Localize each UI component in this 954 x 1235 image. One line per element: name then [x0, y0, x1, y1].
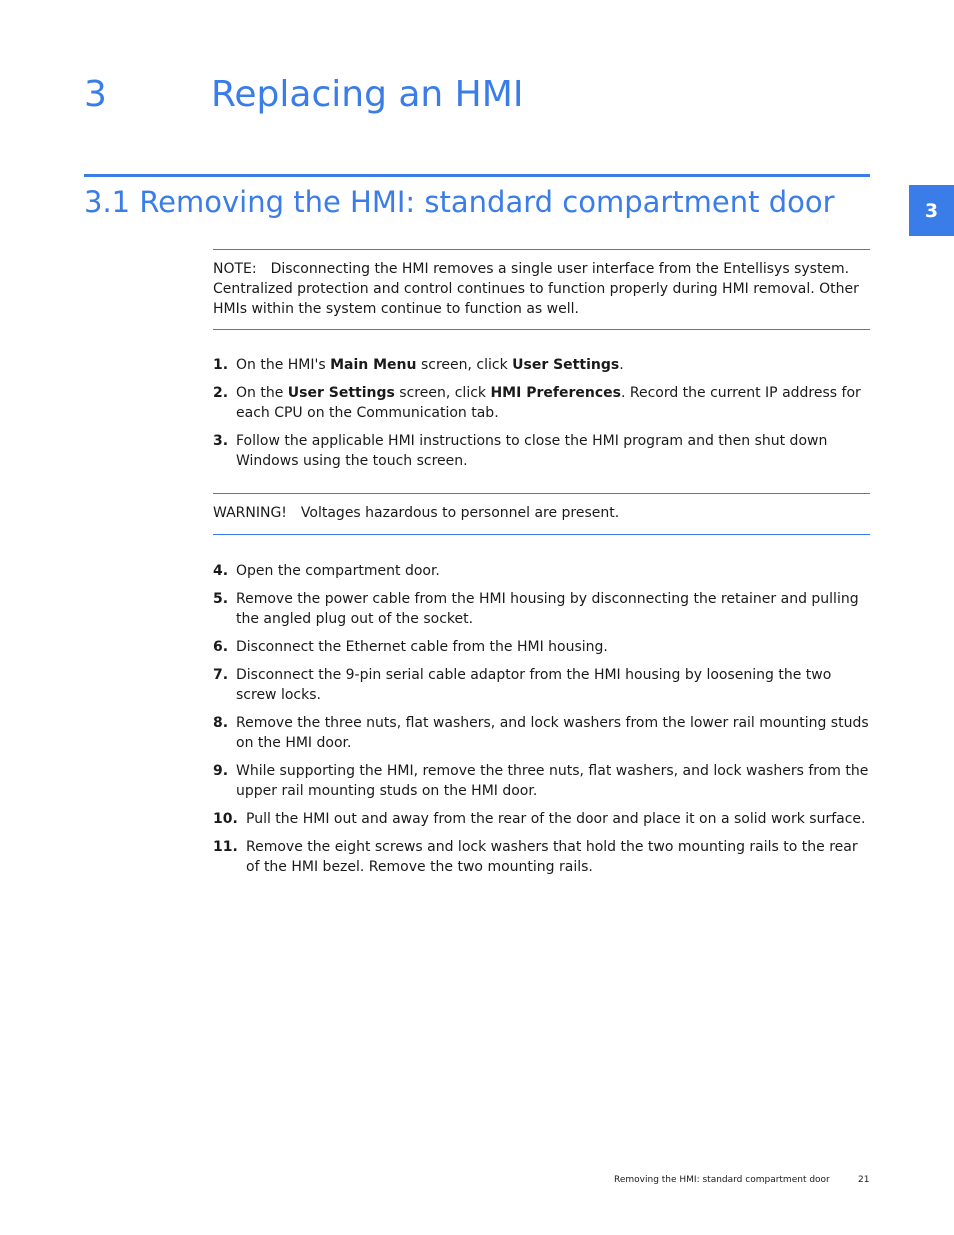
- step-number: 4.: [213, 563, 229, 579]
- list-item: [213, 837, 870, 877]
- step-text: Disconnect the Ethernet cable from the HMI housing.: [236, 639, 608, 655]
- step-text: . Record the current IP address for each CPU on the Communication tab.: [236, 385, 861, 421]
- step-text: On the HMI's: [236, 357, 331, 373]
- warning-label: WARNING!: [213, 505, 287, 521]
- list-item: [213, 561, 870, 581]
- note-callout: [213, 249, 870, 330]
- warning-callout: [213, 493, 870, 535]
- page-number: 21: [858, 1175, 870, 1185]
- step-text: On the: [236, 385, 288, 401]
- chapter-side-tab: 3: [909, 185, 954, 236]
- ui-term: HMI Preferences: [490, 385, 621, 401]
- step-number: 11.: [213, 839, 238, 855]
- note-label: NOTE:: [213, 261, 257, 277]
- step-text: .: [619, 357, 624, 373]
- list-item: [213, 809, 870, 829]
- list-item: [213, 665, 870, 705]
- step-text: Disconnect the 9-pin serial cable adaptor from the HMI housing by loosening the two screw locks.: [236, 667, 832, 703]
- step-number: 5.: [213, 591, 229, 607]
- step-text: While supporting the HMI, remove the three nuts, flat washers, and lock washers from the upper rail mounting studs on the HMI door.: [236, 763, 869, 799]
- step-text: Remove the three nuts, flat washers, and lock washers from the lower rail mounting studs on the HMI door.: [236, 715, 869, 751]
- footer-section-title: Removing the HMI: standard compartment door: [614, 1175, 830, 1185]
- section-title: 3.1 Removing the HMI: standard compartment door: [84, 185, 835, 219]
- list-item: [213, 637, 870, 657]
- list-item: [213, 713, 870, 753]
- list-item: [213, 589, 870, 629]
- ui-term: Main Menu: [330, 357, 417, 373]
- ui-term: User Settings: [512, 357, 620, 373]
- step-number: 3.: [213, 433, 229, 449]
- chapter-number: 3: [84, 74, 107, 115]
- step-text: Pull the HMI out and away from the rear of the door and place it on a solid work surface.: [246, 811, 866, 827]
- step-text: Open the compartment door.: [236, 563, 440, 579]
- step-number: 1.: [213, 357, 229, 373]
- ui-term: User Settings: [287, 385, 395, 401]
- step-number: 9.: [213, 763, 229, 779]
- procedure-steps-part-1: [213, 355, 870, 479]
- chapter-title: Replacing an HMI: [211, 74, 524, 115]
- step-text: Follow the applicable HMI instructions to close the HMI program and then shut down Windows using the touch screen.: [236, 433, 828, 469]
- step-number: 6.: [213, 639, 229, 655]
- step-number: 8.: [213, 715, 229, 731]
- step-text: Remove the power cable from the HMI housing by disconnecting the retainer and pulling the angled plug out of the socket.: [236, 591, 859, 627]
- list-item: [213, 355, 870, 375]
- list-item: [213, 761, 870, 801]
- warning-text: Voltages hazardous to personnel are present.: [300, 505, 620, 521]
- list-item: [213, 431, 870, 471]
- step-text: Remove the eight screws and lock washers that hold the two mounting rails to the rear of the HMI bezel. Remove the two mounting rails.: [246, 839, 858, 875]
- step-text: screen, click: [394, 385, 491, 401]
- step-number: 2.: [213, 385, 229, 401]
- section-divider: [84, 174, 870, 177]
- list-item: [213, 383, 870, 423]
- step-text: screen, click: [416, 357, 513, 373]
- note-text: Disconnecting the HMI removes a single user interface from the Entellisys system. Centralized protection and control continues to function properly during HMI removal. Other HMIs within the system continue to function as well.: [213, 261, 859, 317]
- step-number: 10.: [213, 811, 238, 827]
- procedure-steps-part-2: [213, 561, 870, 885]
- step-number: 7.: [213, 667, 229, 683]
